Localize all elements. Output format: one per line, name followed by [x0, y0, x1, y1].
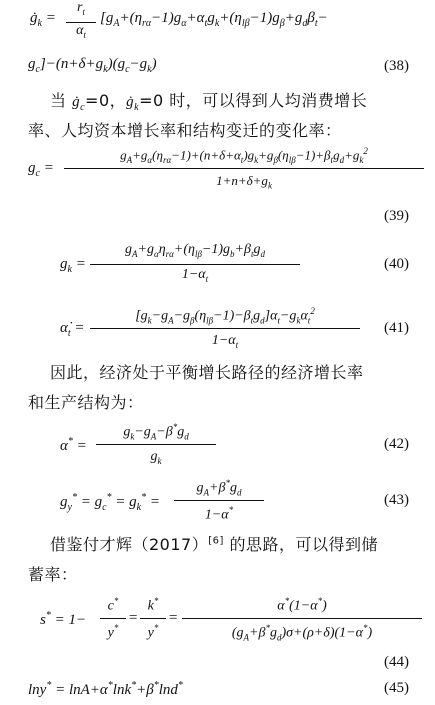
paragraph-3-line2: 蓄率：: [28, 565, 78, 584]
eq41-number: (41): [384, 320, 409, 336]
eq44-lhs: s* = 1−: [40, 610, 87, 628]
eq41-fraction: $[g_k-g_A-g_\beta(\eta_{l\beta}-1)-\beta_tg_d]\alpha_t-g_k\alpha_t^2$ $1-\alpha_t$: [90, 306, 360, 350]
eq43-lhs: $g_y^* = g_c^* = g_k^*$ =: [60, 492, 160, 513]
eq38-line1: $ġ_k$ =: [30, 10, 56, 29]
eq44-fraction-1: c* y*: [100, 596, 126, 641]
eq42-number: (42): [384, 436, 409, 452]
paragraph-2-line2: 和生产结构为：: [28, 393, 144, 412]
eq42-fraction: $g_k-g_A-\beta^*g_d$ $g_k$: [96, 422, 216, 466]
eq40-lhs: $g_k$ =: [60, 256, 86, 275]
eq39-lhs: $g_c$ =: [28, 160, 54, 179]
eq40-fraction: $g_A+g_\alpha\eta_{r\alpha}+(\eta_{l\beta}-1)g_b+\beta_tg_d$ $1-\alpha_t$: [90, 242, 300, 284]
eq44-equals-2: =: [168, 610, 179, 626]
eq41-lhs: $\alphȧ_t$ =: [60, 320, 85, 339]
eq43-number: (43): [384, 492, 409, 508]
eq39-number: (39): [384, 208, 409, 224]
eq44-fraction-3: α*(1−α*) $(g_A+\beta^*g_d)\sigma+(\rho+\delta)(1-\alpha^*)$: [182, 596, 422, 642]
eq43-fraction: $g_A+\beta^*g_d$ 1−α*: [174, 478, 264, 524]
eq44-equals-1: =: [128, 610, 139, 626]
paragraph-1-line2: 率、人均资本增长率和结构变迁的变化率：: [28, 121, 342, 140]
eq40-number: (40): [384, 256, 409, 272]
eq38-bracket: [$g_A+(\eta_{r\alpha}-1)g_\alpha+\alpha_tg_k+(\eta_{l\beta}-1)g_\beta+g_d\beta_t-$: [100, 10, 328, 29]
paragraph-3-line1: 借鉴付才辉（2017）[6] 的思路，可以得到储: [50, 535, 378, 554]
eq38-line2: $g_c]-(n+\delta+g_k)(g_c-g_k)$: [28, 56, 157, 75]
eq42-lhs: α* =: [60, 436, 87, 454]
eq45: lny* = lnA+α*lnk*+β*lnd*: [28, 680, 183, 698]
eq38-number: (38): [384, 58, 409, 74]
eq44-number: (44): [384, 654, 409, 670]
paragraph-1-line1: 当 $ġ_c=0$，$ġ_k=0$ 时，可以得到人均消费增长: [50, 91, 368, 113]
eq44-fraction-2: k* y*: [140, 596, 166, 641]
eq38-fraction: $r_t$ $\alpha_t$: [66, 0, 96, 40]
paragraph-2-line1: 因此，经济处于平衡增长路径的经济增长率: [50, 363, 364, 382]
eq45-number: (45): [384, 680, 409, 696]
eq39-fraction: $g_A+g_\alpha(\eta_{r\alpha}-1)+(n+\delta+\alpha_t)g_k+g_\beta(\eta_{l\beta}-1)+\beta_tg_d+g_k^2$ $1+n+\delta+g_k$: [64, 146, 424, 191]
